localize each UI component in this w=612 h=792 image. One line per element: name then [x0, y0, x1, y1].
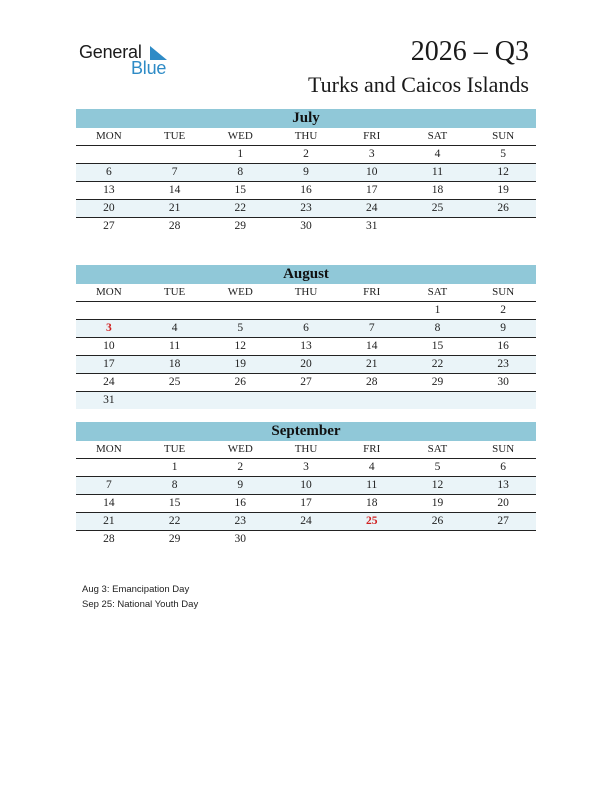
day-cell: 14 [103, 497, 115, 509]
day-cell [142, 146, 208, 163]
weekday-label: TUE [163, 130, 186, 142]
day-cell: 15 [431, 340, 444, 352]
weekday-label: FRI [363, 130, 381, 142]
day-cell: 18 [168, 358, 181, 370]
day-cell: 15 [234, 184, 247, 196]
day-cell: 12 [497, 166, 509, 178]
day-cell [273, 392, 339, 409]
day-cell: 22 [168, 515, 181, 527]
day-cell: 4 [434, 148, 441, 160]
day-cell [76, 146, 142, 163]
day-cell [142, 392, 208, 409]
day-cell: 25 [168, 376, 181, 388]
day-cell: 24 [300, 515, 312, 527]
day-cell: 8 [237, 166, 244, 178]
day-cell [207, 302, 273, 319]
day-cell [273, 302, 339, 319]
day-cell: 27 [103, 220, 115, 232]
day-cell: 26 [234, 376, 247, 388]
day-cell: 20 [497, 497, 509, 509]
day-cell: 12 [431, 479, 444, 491]
day-cell: 9 [303, 166, 309, 178]
generalblue-logo [79, 42, 179, 78]
day-cell: 19 [234, 358, 247, 370]
day-cell [470, 392, 536, 409]
day-cell: 7 [368, 322, 375, 334]
day-cell: 11 [366, 479, 378, 491]
day-cell: 17 [365, 184, 378, 196]
weekday-label: SUN [492, 130, 515, 142]
month-title: September [76, 422, 536, 441]
day-cell: 23 [300, 202, 312, 214]
weekday-label: SUN [492, 286, 515, 298]
day-cell: 12 [234, 340, 247, 352]
day-cell: 20 [300, 358, 312, 370]
day-cell: 4 [368, 461, 375, 473]
week-row [76, 146, 536, 164]
day-cell [339, 302, 405, 319]
day-cell: 28 [365, 376, 378, 388]
week-row [76, 338, 536, 356]
day-cell: 10 [365, 166, 378, 178]
weekday-label: MON [96, 286, 122, 298]
day-cell [339, 531, 405, 548]
day-cell: 19 [431, 497, 444, 509]
day-cell: 28 [103, 533, 115, 545]
day-cell: 5 [237, 322, 244, 334]
day-cell: 9 [500, 322, 507, 334]
day-cell: 29 [431, 376, 444, 388]
day-cell: 5 [500, 148, 507, 160]
week-row [76, 374, 536, 392]
day-cell: 21 [103, 515, 115, 527]
week-row [76, 302, 536, 320]
day-cell: 18 [431, 184, 444, 196]
weekday-label: FRI [363, 443, 381, 455]
week-row [76, 218, 536, 235]
week-row [76, 513, 536, 531]
weekday-label: WED [227, 443, 253, 455]
holiday-note: Sep 25: National Youth Day [82, 599, 199, 610]
day-cell: 14 [168, 184, 181, 196]
day-cell: 30 [300, 220, 312, 232]
day-cell: 27 [497, 515, 509, 527]
holiday-notes [82, 582, 198, 612]
weekday-label: THU [294, 286, 318, 298]
day-cell: 1 [237, 148, 244, 160]
day-cell: 23 [234, 515, 247, 527]
day-cell: 21 [365, 358, 378, 370]
week-row [76, 495, 536, 513]
day-cell: 1 [171, 461, 178, 473]
day-cell [470, 218, 536, 235]
day-cell: 11 [431, 166, 443, 178]
week-row [76, 392, 536, 409]
day-cell: 6 [105, 166, 112, 178]
day-cell: 24 [365, 202, 378, 214]
day-cell: 6 [500, 461, 507, 473]
day-cell: 13 [103, 184, 115, 196]
weekday-label: THU [294, 443, 318, 455]
day-cell: 16 [497, 340, 509, 352]
day-cell: 14 [365, 340, 378, 352]
week-row [76, 320, 536, 338]
month-september [76, 422, 536, 548]
day-cell: 15 [168, 497, 181, 509]
day-cell: 30 [234, 533, 247, 545]
week-row [76, 477, 536, 495]
logo-word-general: General [79, 42, 142, 62]
day-cell [405, 218, 471, 235]
weekday-label: WED [227, 130, 253, 142]
weekday-header-row [76, 284, 536, 302]
month-title: July [76, 109, 536, 128]
day-cell: 13 [497, 479, 509, 491]
day-cell: 2 [237, 461, 244, 473]
weekday-label: SUN [492, 443, 515, 455]
weekday-label: TUE [163, 286, 186, 298]
day-cell [405, 531, 471, 548]
weekday-label: MON [96, 443, 122, 455]
weekday-header-row [76, 128, 536, 146]
day-cell: 13 [300, 340, 312, 352]
day-cell [76, 459, 142, 476]
day-cell: 27 [300, 376, 312, 388]
day-cell: 21 [168, 202, 181, 214]
day-cell: 28 [168, 220, 181, 232]
day-cell [339, 392, 405, 409]
weekday-label: SAT [427, 443, 448, 455]
holiday-note: Aug 3: Emancipation Day [82, 584, 190, 595]
weekday-label: SAT [427, 130, 448, 142]
day-cell: 6 [303, 322, 309, 334]
day-cell: 31 [365, 220, 378, 232]
day-cell: 17 [300, 497, 312, 509]
weekday-label: TUE [163, 443, 186, 455]
day-cell: 9 [237, 479, 244, 491]
day-cell: 10 [300, 479, 312, 491]
day-cell: 22 [234, 202, 247, 214]
weekday-label: WED [227, 286, 253, 298]
week-row [76, 356, 536, 374]
week-row [76, 200, 536, 218]
day-cell: 2 [500, 304, 507, 316]
day-cell: 7 [105, 479, 112, 491]
week-row [76, 164, 536, 182]
day-cell: 3 [105, 322, 112, 334]
day-cell: 26 [497, 202, 509, 214]
weekday-label: SAT [427, 286, 448, 298]
day-cell: 4 [171, 322, 178, 334]
week-row [76, 459, 536, 477]
day-cell: 31 [103, 394, 115, 406]
day-cell: 24 [103, 376, 115, 388]
page-subtitle: Turks and Caicos Islands [307, 72, 529, 97]
day-cell: 29 [234, 220, 247, 232]
day-cell [405, 392, 471, 409]
day-cell: 8 [434, 322, 441, 334]
day-cell: 26 [431, 515, 444, 527]
day-cell [207, 392, 273, 409]
day-cell [76, 302, 142, 319]
day-cell: 18 [365, 497, 378, 509]
day-cell: 22 [431, 358, 444, 370]
day-cell: 5 [434, 461, 441, 473]
week-row [76, 531, 536, 548]
page-title: 2026 – Q3 [410, 36, 529, 67]
day-cell: 3 [303, 461, 309, 473]
day-cell [273, 531, 339, 548]
weekday-label: MON [96, 130, 122, 142]
day-cell: 29 [168, 533, 181, 545]
day-cell: 16 [300, 184, 312, 196]
weekday-label: THU [294, 130, 318, 142]
logo-word-blue: Blue [131, 58, 167, 78]
day-cell: 3 [368, 148, 375, 160]
day-cell: 2 [303, 148, 309, 160]
day-cell: 1 [434, 304, 441, 316]
day-cell: 8 [171, 479, 178, 491]
weekday-label: FRI [363, 286, 381, 298]
day-cell: 20 [103, 202, 115, 214]
day-cell [470, 531, 536, 548]
day-cell: 10 [103, 340, 115, 352]
week-row [76, 182, 536, 200]
month-july [76, 109, 536, 235]
day-cell [142, 302, 208, 319]
day-cell: 30 [497, 376, 509, 388]
month-august [76, 265, 536, 409]
day-cell: 25 [365, 515, 378, 527]
day-cell: 19 [497, 184, 509, 196]
day-cell: 11 [169, 340, 181, 352]
day-cell: 16 [234, 497, 247, 509]
month-title: August [76, 265, 536, 284]
day-cell: 17 [103, 358, 115, 370]
weekday-header-row [76, 441, 536, 459]
day-cell: 7 [171, 166, 178, 178]
day-cell: 25 [431, 202, 444, 214]
day-cell: 23 [497, 358, 509, 370]
